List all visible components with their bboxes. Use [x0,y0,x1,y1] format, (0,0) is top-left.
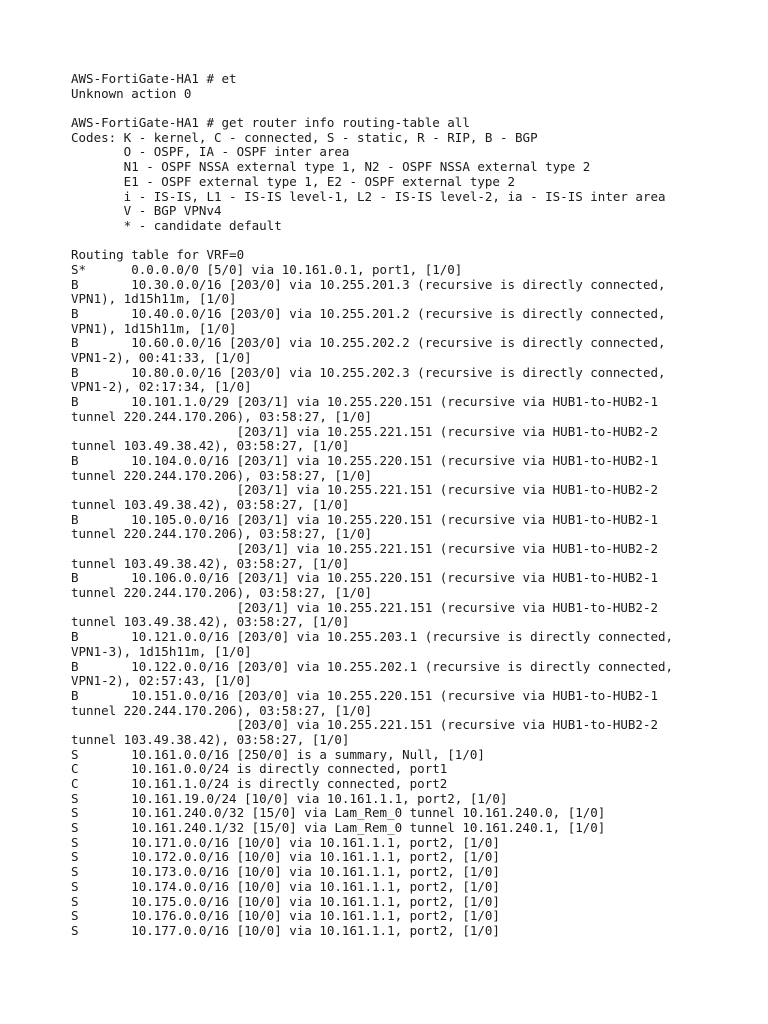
terminal-line: C 10.161.1.0/24 is directly connected, port2 [71,776,448,791]
terminal-line: B 10.101.1.0/29 [203/1] via 10.255.220.151 (recursive via HUB1-to-HUB2-1 [71,394,658,410]
terminal-line: tunnel 220.244.170.206), 03:58:27, [1/0] [71,526,373,542]
terminal-line: S 10.174.0.0/16 [10/0] via 10.161.1.1, port2, [1/0] [71,878,500,894]
terminal-line: Routing table for VRF=0 [71,247,245,263]
terminal-line: VPN1-2), 00:41:33, [1/0] [71,350,252,366]
terminal-line: B 10.40.0.0/16 [203/0] via 10.255.201.2 (recursive is directly connected, [71,306,666,321]
terminal-line [71,234,761,249]
terminal-line: tunnel 103.49.38.42), 03:58:27, [1/0] [71,731,350,747]
terminal-line: AWS-FortiGate-HA1 # get router info routing-table all [71,115,470,131]
terminal-line: VPN1), 1d15h11m, [1/0] [71,320,237,336]
terminal-line: S 10.161.240.0/32 [15/0] via Lam_Rem_0 tunnel 10.161.240.0, [1/0] [71,805,606,821]
terminal-line: [203/1] via 10.255.221.151 (recursive via HUB1-to-HUB2-2 [71,423,658,439]
terminal-line: AWS-FortiGate-HA1 # et [71,71,237,86]
terminal-line: S 10.176.0.0/16 [10/0] via 10.161.1.1, port2, [1/0] [71,908,500,924]
terminal-line: B 10.30.0.0/16 [203/0] via 10.255.201.3 (recursive is directly connected, [71,276,666,292]
terminal-output [71,72,761,939]
terminal-line [71,101,761,116]
terminal-line: tunnel 220.244.170.206), 03:58:27, [1/0] [71,585,373,601]
terminal-line: VPN1-3), 1d15h11m, [1/0] [71,643,252,659]
terminal-line: S 10.171.0.0/16 [10/0] via 10.161.1.1, port2, [1/0] [71,834,500,850]
terminal-line: V - BGP VPNv4 [71,203,222,219]
terminal-line: VPN1-2), 02:57:43, [1/0] [71,673,252,689]
terminal-line: VPN1-2), 02:17:34, [1/0] [71,379,252,395]
terminal-line: S* 0.0.0.0/0 [5/0] via 10.161.0.1, port1, [1/0] [71,261,463,277]
terminal-line: S 10.173.0.0/16 [10/0] via 10.161.1.1, port2, [1/0] [71,864,500,880]
terminal-line: * - candidate default [71,217,282,233]
terminal-line: [203/1] via 10.255.221.151 (recursive via HUB1-to-HUB2-2 [71,482,658,498]
terminal-line: C 10.161.0.0/24 is directly connected, port1 [71,761,448,777]
terminal-line: S 10.172.0.0/16 [10/0] via 10.161.1.1, port2, [1/0] [71,849,500,865]
terminal-line: B 10.106.0.0/16 [203/1] via 10.255.220.151 (recursive via HUB1-to-HUB2-1 [71,570,658,586]
terminal-line: VPN1), 1d15h11m, [1/0] [71,291,237,307]
terminal-line: E1 - OSPF external type 1, E2 - OSPF external type 2 [71,173,516,189]
terminal-line: tunnel 220.244.170.206), 03:58:27, [1/0] [71,702,373,718]
terminal-line: B 10.80.0.0/16 [203/0] via 10.255.202.3 (recursive is directly connected, [71,364,666,380]
terminal-line: B 10.122.0.0/16 [203/0] via 10.255.202.1 (recursive is directly connected, [71,658,674,674]
terminal-line: Codes: K - kernel, C - connected, S - static, R - RIP, B - BGP [71,129,538,145]
terminal-line: B 10.121.0.0/16 [203/0] via 10.255.203.1 (recursive is directly connected, [71,629,674,645]
terminal-line: S 10.161.0.0/16 [250/0] is a summary, Null, [1/0] [71,746,485,762]
terminal-line: N1 - OSPF NSSA external type 1, N2 - OSPF NSSA external type 2 [71,159,591,175]
terminal-line: [203/1] via 10.255.221.151 (recursive via HUB1-to-HUB2-2 [71,541,658,556]
terminal-line: [203/1] via 10.255.221.151 (recursive via HUB1-to-HUB2-2 [71,599,658,615]
terminal-line: B 10.104.0.0/16 [203/1] via 10.255.220.151 (recursive via HUB1-to-HUB2-1 [71,452,658,468]
terminal-line: tunnel 103.49.38.42), 03:58:27, [1/0] [71,438,350,454]
terminal-line: tunnel 220.244.170.206), 03:58:27, [1/0] [71,467,373,483]
terminal-line: B 10.105.0.0/16 [203/1] via 10.255.220.151 (recursive via HUB1-to-HUB2-1 [71,511,658,527]
terminal-line: B 10.60.0.0/16 [203/0] via 10.255.202.2 (recursive is directly connected, [71,335,666,351]
terminal-line: tunnel 103.49.38.42), 03:58:27, [1/0] [71,614,350,630]
terminal-line: tunnel 103.49.38.42), 03:58:27, [1/0] [71,496,350,512]
terminal-line: i - IS-IS, L1 - IS-IS level-1, L2 - IS-IS level-2, ia - IS-IS inter area [71,188,666,204]
terminal-line: Unknown action 0 [71,85,192,101]
terminal-line: S 10.175.0.0/16 [10/0] via 10.161.1.1, port2, [1/0] [71,893,500,909]
terminal-line: S 10.177.0.0/16 [10/0] via 10.161.1.1, port2, [1/0] [71,922,500,938]
terminal-line: tunnel 220.244.170.206), 03:58:27, [1/0] [71,408,373,424]
terminal-line: tunnel 103.49.38.42), 03:58:27, [1/0] [71,555,350,571]
terminal-line: S 10.161.240.1/32 [15/0] via Lam_Rem_0 tunnel 10.161.240.1, [1/0] [71,820,606,836]
terminal-line: B 10.151.0.0/16 [203/0] via 10.255.220.151 (recursive via HUB1-to-HUB2-1 [71,687,658,703]
terminal-line: S 10.161.19.0/24 [10/0] via 10.161.1.1, port2, [1/0] [71,790,508,806]
terminal-line: O - OSPF, IA - OSPF inter area [71,144,350,160]
terminal-line: [203/0] via 10.255.221.151 (recursive via HUB1-to-HUB2-2 [71,717,658,733]
